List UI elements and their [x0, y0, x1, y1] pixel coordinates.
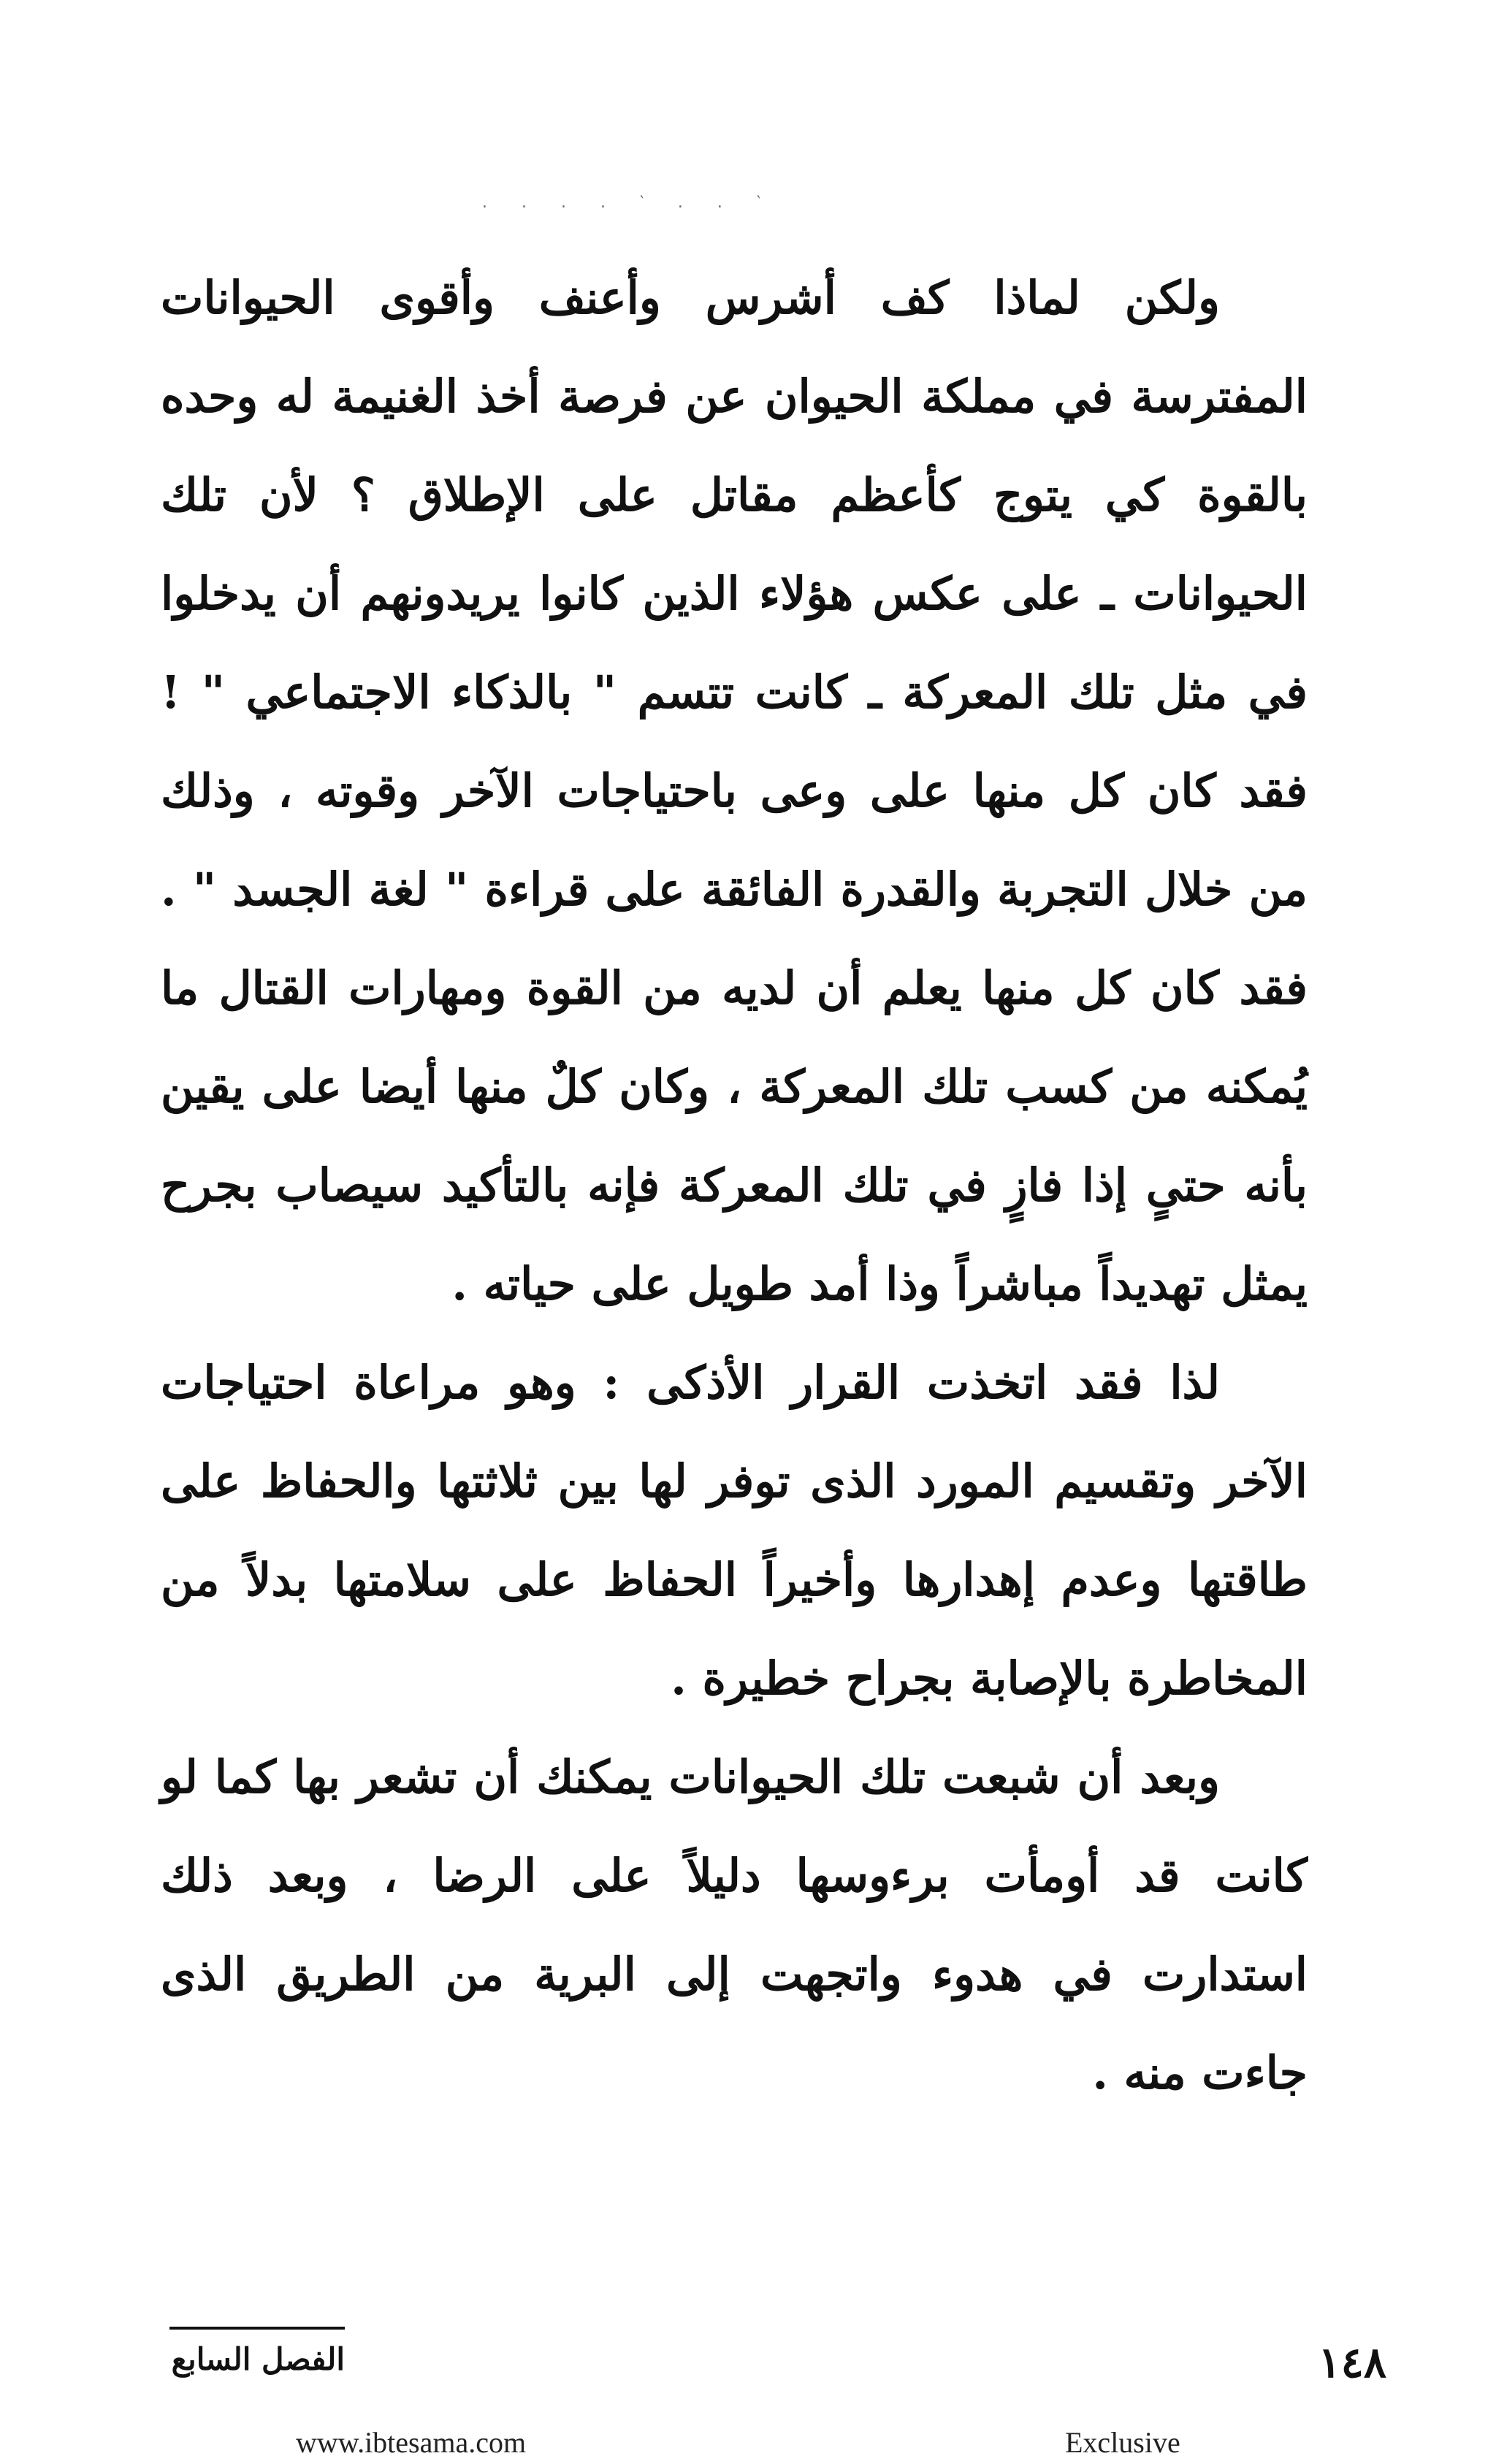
paragraph-1: ولكن لماذا كف أشرس وأعنف وأقوى الحيوانات المفترسة في مملكة الحيوان عن فرصة أخذ الغنيمة له وحده بالقوة كي يتوج كأعظم مقاتل على الإطلاق ؟ لأن تلك الحيوانات ـ على عكس هؤلاء الذين كانوا يريدونهم أن يدخلوا في مثل تلك المعركة ـ كانت تتسم " بالذكاء الاجتماعي " ! فقد كان كل منها على وعى باحتياجات الآخر وقوته ، وذلك من خلال التجربة والقدرة الفائقة على قراءة " لغة الجسد " . فقد كان كل منها يعلم أن لديه من القوة ومهارات القتال ما يُمكنه من كسب تلك المعركة ، وكان كلٌ منها أيضا على يقين بأنه حتىٍ إذا فازٍ في تلك المعركة فإنه بالتأكيد سيصاب بجرح يمثل تهديداً مباشراً وذا أمد طويل على حياته . [161, 271, 1308, 1311]
body-text [161, 248, 1308, 2122]
paragraph-3: وبعد أن شبعت تلك الحيوانات يمكنك أن تشعر بها كما لو كانت قد أومأت برءوسها دليلاً على الرضا ، وبعد ذلك استدارت في هدوء واتجهت إلى البرية من الطريق الذى جاءت منه . [161, 1750, 1308, 2099]
footer-rule [169, 2327, 345, 2330]
exclusive-tag: Exclusive [1065, 2426, 1180, 2459]
website-link[interactable]: www.ibtesama.com [296, 2426, 527, 2459]
scan-specks: . . . . ‵ . . ‵ [482, 194, 775, 212]
chapter-label: الفصل السابع [171, 2341, 345, 2377]
page-number: ١٤٨ [1318, 2338, 1386, 2387]
paragraph-2: لذا فقد اتخذت القرار الأذكى : وهو مراعاة احتياجات الآخر وتقسيم المورد الذى توفر لها بين ثلاثتها والحفاظ على طاقتها وعدم إهدارها وأخيراً الحفاظ على سلامتها بدلاً من المخاطرة بالإصابة بجراح خطيرة . [161, 1356, 1308, 1705]
